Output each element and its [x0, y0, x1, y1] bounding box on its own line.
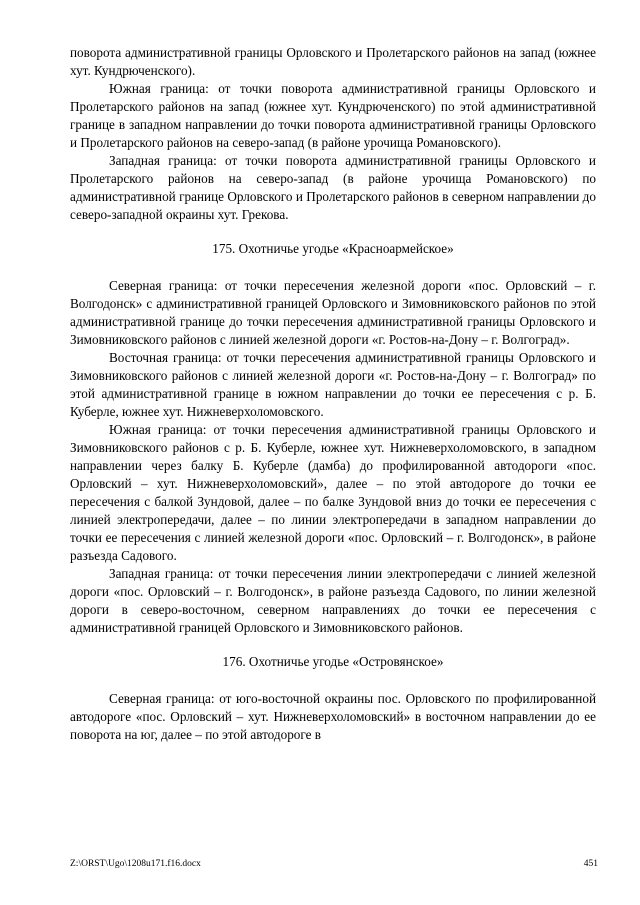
document-body	[70, 44, 596, 744]
footer-file-path: Z:\ORST\Ugo\1208u171.f16.docx	[70, 859, 201, 869]
paragraph-continuation: поворота административной границы Орловского и Пролетарского районов на запад (южнее хут. Кундрюченского).	[70, 45, 596, 78]
section-heading-175: 175. Охотничье угодье «Красноармейское»	[212, 241, 454, 256]
paragraph-south-border: Южная граница: от точки поворота административной границы Орловского и Пролетарского районов на запад (южнее хут. Кундрюченского) по этой административной границе в западном направлении до точки поворота административной границы Орловского и Пролетарского районов на северо-запад (в районе урочища Романовского).	[70, 81, 596, 150]
section-heading-176: 176. Охотничье угодье «Островянское»	[222, 654, 444, 669]
page-number: 451	[583, 859, 598, 869]
paragraph-east-border: Восточная граница: от точки пересечения административной границы Орловского и Зимовниковского районов с линией железной дороги «г. Ростов-на-Дону – г. Волгоград» по этой административной границе в южном направлении до точки ее пересечения с р. Б. Куберле, южнее хут. Нижневерхоломовского.	[70, 350, 596, 419]
paragraph-north-border: Северная граница: от точки пересечения железной дороги «пос. Орловский – г. Волгодонск» с административной границей Орловского и Зимовниковского районов по этой административной границе до точки пересечения административной границы Орловского и Зимовниковского районов с линией железной дороги «г. Ростов-на-Дону – г. Волгоград».	[70, 278, 596, 347]
paragraph-west-border: Западная граница: от точки пересечения линии электропередачи с линией железной дороги «пос. Орловский – г. Волгодонск», в районе разъезда Садового, по линии железной дороги в северо-восточном, северном направлениях до точки ее пересечения с административной границей Орловского и Зимовниковского районов.	[70, 566, 596, 635]
paragraph-west-border: Западная граница: от точки поворота административной границы Орловского и Пролетарского районов на северо-запад (в районе урочища Романовского) по административной границе Орловского и Пролетарского районов в северном направлении до северо-западной окраины хут. Грекова.	[70, 153, 596, 222]
paragraph-south-border: Южная граница: от точки пересечения административной границы Орловского и Зимовниковского районов с р. Б. Куберле, южнее хут. Нижневерхоломовского, в западном направлении через балку Б. Куберле (дамба) до профилированной автодороги «пос. Орловский – хут. Нижневерхоломовский», далее – по этой автодороге до точки ее пересечения с балкой Зундовой, далее – по балке Зундовой вниз до точки ее пересечения с линией электропередачи, далее – по линии электропередачи в западном направлении до точки ее пересечения с линией железной дороги «пос. Орловский – г. Волгодонск», в районе разъезда Садового.	[70, 422, 596, 563]
paragraph-north-border: Северная граница: от юго-восточной окраины пос. Орловского по профилированной автодороге «пос. Орловский – хут. Нижневерхоломовский» в восточном направлении до ее поворота на юг, далее – по этой автодороге в	[70, 691, 596, 742]
